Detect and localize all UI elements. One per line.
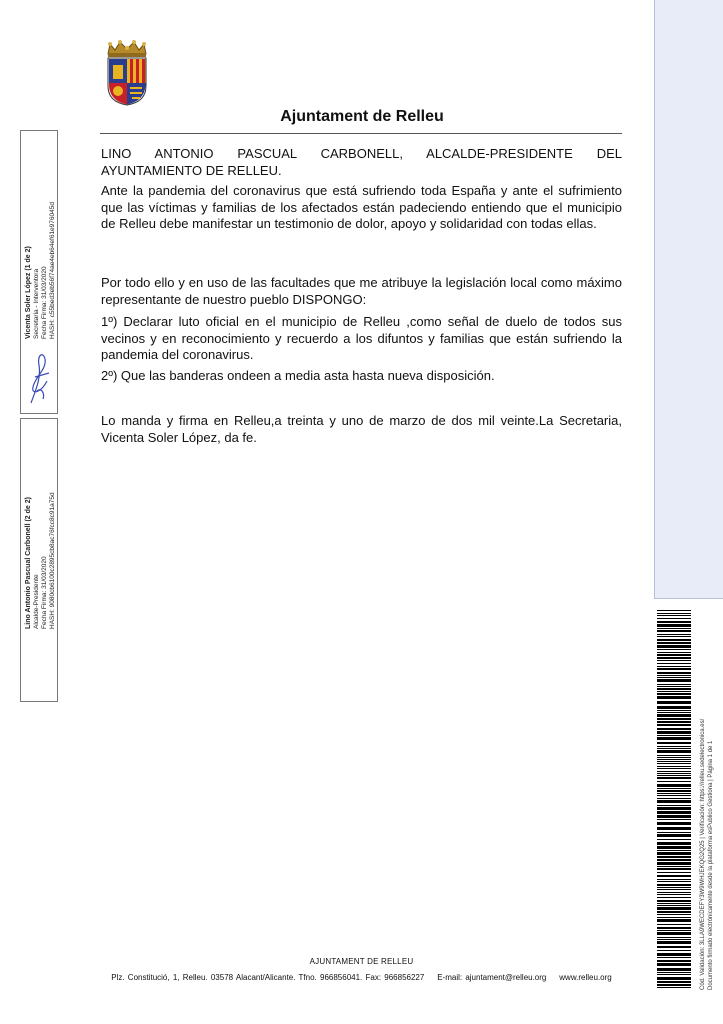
municipal-coat-of-arms-icon bbox=[104, 40, 150, 106]
signature-2-name: Lino Antonio Pascual Carbonell (2 de 2) bbox=[25, 497, 32, 629]
body-paragraph-header: LINO ANTONIO PASCUAL CARBONELL, ALCALDE-PRESIDENTE DEL AYUNTAMIENTO DE RELLEU. bbox=[101, 146, 622, 178]
body-paragraph-closing: Lo manda y firma en Relleu,a treinta y uno de marzo de dos mil veinte.La Secretaria, Vicenta Soler López, da fe. bbox=[101, 413, 622, 445]
body-paragraph-dispongo: Por todo ello y en uso de las facultades que me atribuye la legislación local como máximo representante de nuestro pueblo DISPONGO: bbox=[101, 275, 622, 307]
body-paragraph-item-2: 2º) Que las banderas ondeen a media asta hasta nueva disposición. bbox=[101, 368, 495, 383]
footer-email: E-mail: ajuntament@relleu.org bbox=[437, 973, 547, 982]
verification-text bbox=[700, 719, 715, 990]
signature-1-role: Secretaria - Interventora bbox=[33, 268, 40, 339]
signature-2-date: Fecha Firma: 31/03/2020 bbox=[41, 556, 48, 629]
title-divider bbox=[100, 133, 622, 134]
page-title: Ajuntament de Relleu bbox=[280, 108, 444, 125]
signature-box-2 bbox=[20, 418, 58, 702]
signature-2-role: Alcalde-Presidente bbox=[33, 574, 40, 629]
body-paragraph-intro: Ante la pandemia del coronavirus que está sufriendo toda España y ante el sufrimiento que las víctimas y familias de los afectados están padeciendo entiendo que el municipio de Relleu debe manifestar un testimonio de dolor, apoyo y solidaridad con todas ellas. bbox=[101, 183, 622, 231]
signature-1-hash: HASH: c55bed3eb56f74ae4eb64ef61e976045d bbox=[49, 202, 56, 339]
verification-line-2: Documento firmado electrónicamente desde la plataforma esPublico Gestiona | Página 1 de 1 bbox=[707, 740, 714, 990]
handwritten-signature-icon bbox=[27, 347, 51, 407]
signature-1-name: Vicenta Soler López (1 de 2) bbox=[25, 246, 32, 339]
signature-2-hash: HASH: 9080cb6100c2895cb8ac76fcc8c91a75d bbox=[49, 492, 56, 629]
signature-1-date: Fecha Firma: 31/03/2020 bbox=[41, 266, 48, 339]
signature-box-1 bbox=[20, 130, 58, 414]
footer-address: Plz. Constitució, 1, Relleu. 03578 Alacant/Alicante. Tfno. 966856041. Fax: 966856227 bbox=[111, 973, 425, 982]
footer-web: www.relleu.org bbox=[559, 973, 612, 982]
signature-1-text bbox=[25, 202, 57, 339]
side-margin-panel bbox=[654, 0, 723, 599]
barcode-icon bbox=[657, 610, 691, 990]
signature-2-text bbox=[25, 492, 57, 629]
body-paragraph-item-1: 1º) Declarar luto oficial en el municipio de Relleu ,como señal de duelo de todos sus vecinos y en reconocimiento y recuerdo a los difuntos y familias que están sufriendo la pandemia del coronavirus. bbox=[101, 314, 622, 362]
footer-contact bbox=[0, 973, 723, 982]
verification-line-1: Cód. Validación: 3LLA9WECDEFY3W9WHJEKQG2Q25 | Verificación: https://relleu.sedelectronica.es/ bbox=[700, 718, 706, 990]
footer-organization-name: AJUNTAMENT DE RELLEU bbox=[309, 957, 414, 966]
